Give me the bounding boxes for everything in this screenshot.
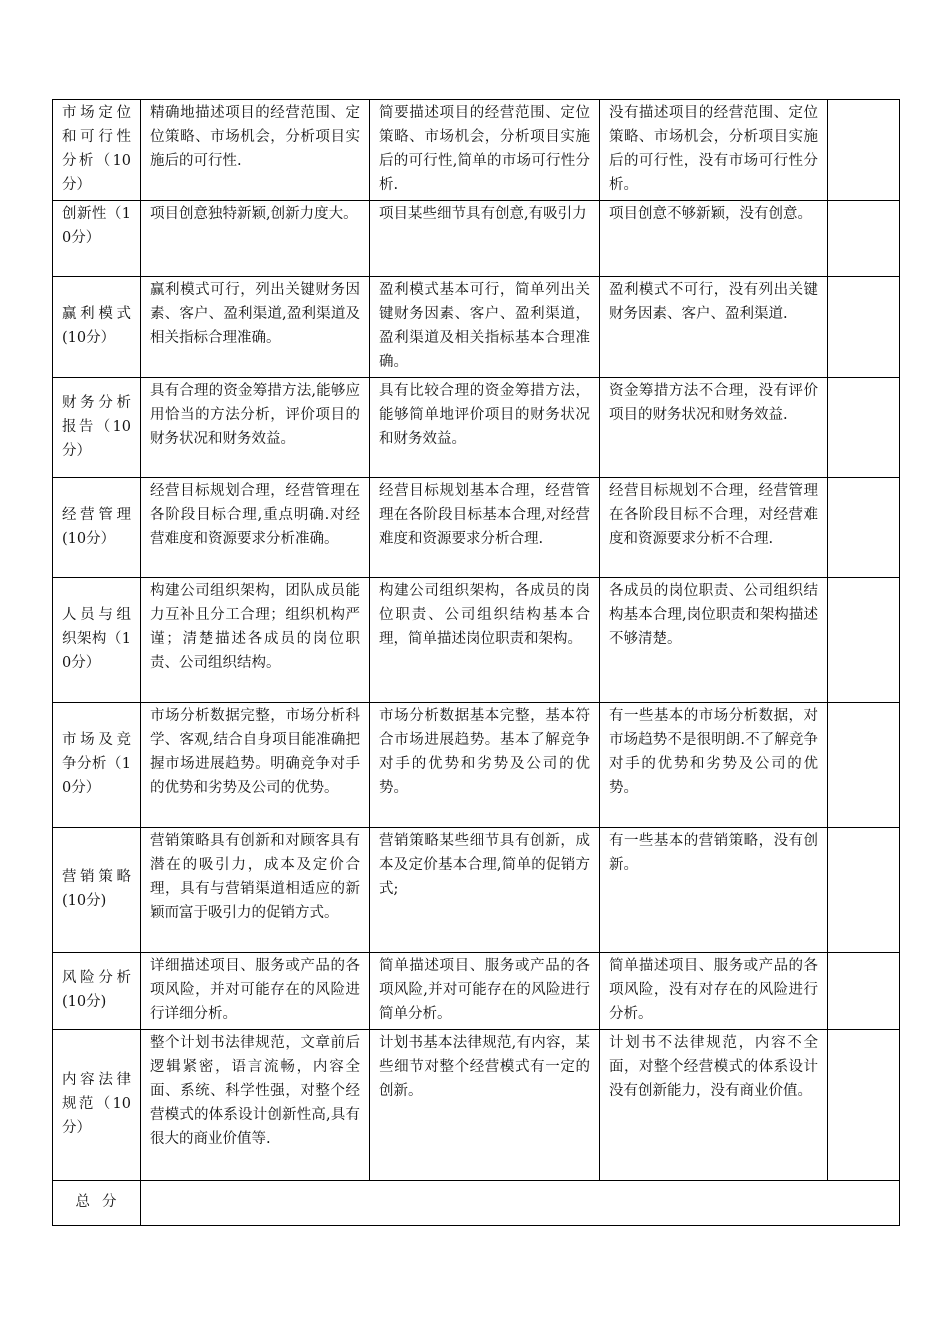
table-row <box>53 201 900 277</box>
table-row <box>53 1030 900 1181</box>
criterion-cell: 创新性（10分） <box>53 201 141 277</box>
scoring-rubric-table <box>52 99 900 1226</box>
good-description: 简要描述项目的经营范围、定位策略、市场机会，分析项目实施后的可行性,简单的市场可行性分析. <box>370 100 600 201</box>
good-description: 营销策略某些细节具有创新，成本及定价基本合理,简单的促销方式; <box>370 828 600 953</box>
criterion-cell: 赢利模式(10分） <box>53 277 141 378</box>
good-description: 盈利模式基本可行，简单列出关键财务因素、客户、盈利渠道，盈利渠道及相关指标基本合理准确。 <box>370 277 600 378</box>
score-cell[interactable] <box>828 201 900 277</box>
excellent-description: 项目创意独特新颖,创新力度大。 <box>141 201 370 277</box>
table-row <box>53 478 900 578</box>
score-cell[interactable] <box>828 100 900 201</box>
poor-description: 资金筹措方法不合理，没有评价项目的财务状况和财务效益. <box>600 378 828 478</box>
poor-description: 有一些基本的营销策略，没有创新。 <box>600 828 828 953</box>
excellent-description: 赢利模式可行，列出关键财务因素、客户、盈利渠道,盈利渠道及相关指标合理准确。 <box>141 277 370 378</box>
criterion-cell: 风险分析(10分) <box>53 953 141 1030</box>
criterion-cell: 内容法律规范（10分） <box>53 1030 141 1181</box>
criterion-cell: 财务分析报告（10分） <box>53 378 141 478</box>
good-description: 计划书基本法律规范,有内容，某些细节对整个经营模式有一定的创新。 <box>370 1030 600 1181</box>
excellent-description: 营销策略具有创新和对顾客具有潜在的吸引力，成本及定价合理，具有与营销渠道相适应的新颖而富于吸引力的促销方式。 <box>141 828 370 953</box>
excellent-description: 市场分析数据完整，市场分析科学、客观,结合自身项目能准确把握市场进展趋势。明确竞争对手的优势和劣势及公司的优势。 <box>141 703 370 828</box>
good-description: 具有比较合理的资金筹措方法，能够简单地评价项目的财务状况和财务效益。 <box>370 378 600 478</box>
good-description: 构建公司组织架构，各成员的岗位职责、公司组织结构基本合理，简单描述岗位职责和架构。 <box>370 578 600 703</box>
table-row <box>53 953 900 1030</box>
excellent-description: 整个计划书法律规范，文章前后逻辑紧密，语言流畅，内容全面、系统、科学性强，对整个经营模式的体系设计创新性高,具有很大的商业价值等. <box>141 1030 370 1181</box>
poor-description: 简单描述项目、服务或产品的各项风险，没有对存在的风险进行分析。 <box>600 953 828 1030</box>
good-description: 简单描述项目、服务或产品的各项风险,并对可能存在的风险进行简单分析。 <box>370 953 600 1030</box>
total-score-cell[interactable] <box>141 1181 900 1226</box>
criterion-cell: 人员与组织架构（10分） <box>53 578 141 703</box>
score-cell[interactable] <box>828 828 900 953</box>
table-row <box>53 828 900 953</box>
excellent-description: 精确地描述项目的经营范围、定位策略、市场机会，分析项目实施后的可行性. <box>141 100 370 201</box>
poor-description: 没有描述项目的经营范围、定位策略、市场机会，分析项目实施后的可行性，没有市场可行性分析。 <box>600 100 828 201</box>
score-cell[interactable] <box>828 703 900 828</box>
score-cell[interactable] <box>828 277 900 378</box>
good-description: 经营目标规划基本合理，经营管理在各阶段目标基本合理,对经营难度和资源要求分析合理. <box>370 478 600 578</box>
score-cell[interactable] <box>828 378 900 478</box>
excellent-description: 详细描述项目、服务或产品的各项风险，并对可能存在的风险进行详细分析。 <box>141 953 370 1030</box>
poor-description: 有一些基本的市场分析数据，对市场趋势不是很明朗.不了解竞争对手的优势和劣势及公司的优势。 <box>600 703 828 828</box>
good-description: 市场分析数据基本完整，基本符合市场进展趋势。基本了解竞争对手的优势和劣势及公司的优势。 <box>370 703 600 828</box>
score-cell[interactable] <box>828 953 900 1030</box>
table-row <box>53 703 900 828</box>
poor-description: 经营目标规划不合理，经营管理在各阶段目标不合理，对经营难度和资源要求分析不合理. <box>600 478 828 578</box>
excellent-description: 构建公司组织架构，团队成员能力互补且分工合理；组织机构严谨；清楚描述各成员的岗位职责、公司组织结构。 <box>141 578 370 703</box>
table-row <box>53 100 900 201</box>
poor-description: 项目创意不够新颖，没有创意。 <box>600 201 828 277</box>
score-cell[interactable] <box>828 1030 900 1181</box>
score-cell[interactable] <box>828 578 900 703</box>
good-description: 项目某些细节具有创意,有吸引力 <box>370 201 600 277</box>
poor-description: 计划书不法律规范，内容不全面，对整个经营模式的体系设计没有创新能力，没有商业价值。 <box>600 1030 828 1181</box>
excellent-description: 具有合理的资金筹措方法,能够应用恰当的方法分析，评价项目的财务状况和财务效益。 <box>141 378 370 478</box>
criterion-cell: 市场定位和可行性分析（10分） <box>53 100 141 201</box>
poor-description: 各成员的岗位职责、公司组织结构基本合理,岗位职责和架构描述不够清楚。 <box>600 578 828 703</box>
score-cell[interactable] <box>828 478 900 578</box>
table-row <box>53 578 900 703</box>
total-row <box>53 1181 900 1226</box>
poor-description: 盈利模式不可行，没有列出关键财务因素、客户、盈利渠道. <box>600 277 828 378</box>
table-row <box>53 277 900 378</box>
excellent-description: 经营目标规划合理，经营管理在各阶段目标合理,重点明确.对经营难度和资源要求分析准确。 <box>141 478 370 578</box>
table-row <box>53 378 900 478</box>
criterion-cell: 营销策略(10分) <box>53 828 141 953</box>
criterion-cell: 市场及竞争分析（10分） <box>53 703 141 828</box>
total-label: 总分 <box>53 1181 141 1226</box>
criterion-cell: 经营管理(10分） <box>53 478 141 578</box>
